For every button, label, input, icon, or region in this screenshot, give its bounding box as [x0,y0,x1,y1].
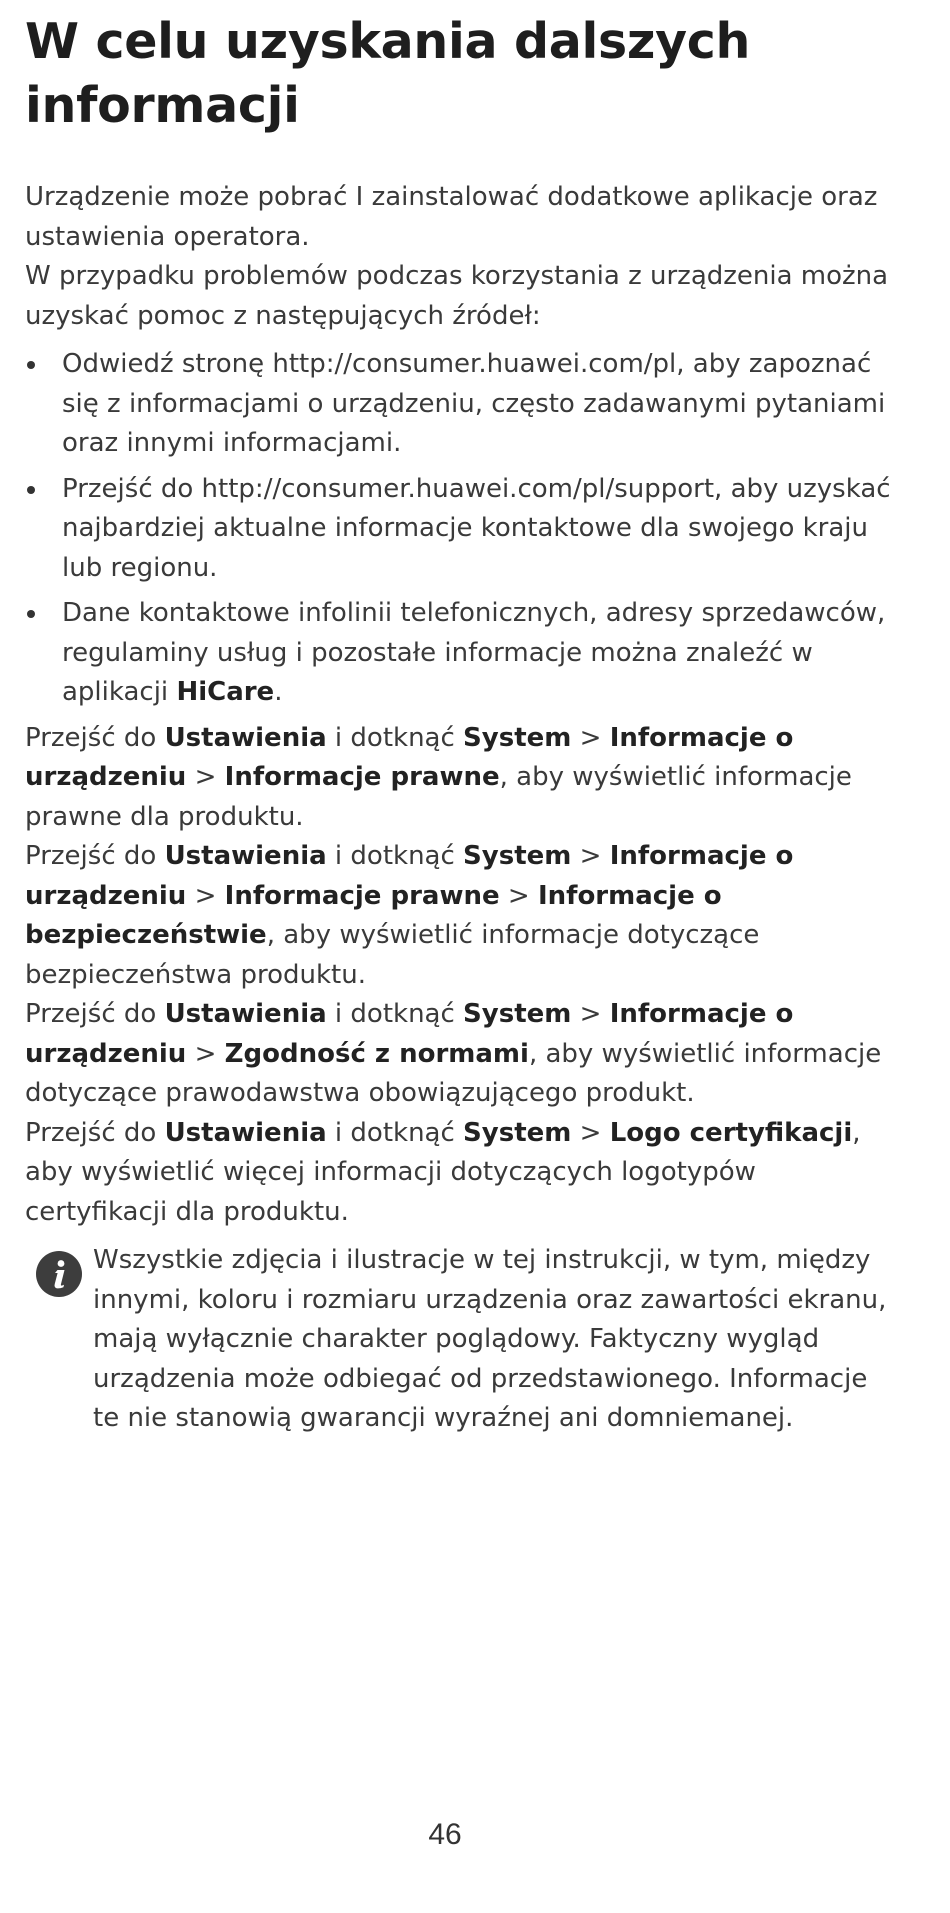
bullet-text: Odwiedź stronę http://consumer.huawei.com/pl, aby zapoznać się z informacjami o urządzeniu, często zadawanymi pytaniami oraz innymi informacjami. [62,349,886,458]
intro-paragraph-2: W przypadku problemów podczas korzystania z urządzenia można uzyskać pomoc z następujących źródeł: [25,261,889,331]
intro-section [25,178,895,336]
page-number: 46 [428,1818,462,1851]
disclaimer-note [25,1241,895,1439]
note-text: Wszystkie zdjęcia i ilustracje w tej instrukcji, w tym, między innymi, koloru i rozmiaru urządzenia oraz zawartości ekranu, mają wyłącznie charakter poglądowy. Faktyczny wygląd urządzenia może odbiegać od przedstawionego. Informacje te nie stanowią gwarancji wyraźnej ani domniemanej. [93,1245,887,1433]
bullet-icon [27,486,35,494]
hicare-app-name: HiCare [176,677,275,707]
bullet-icon [27,610,35,618]
intro-paragraph-1: Urządzenie może pobrać I zainstalować dodatkowe aplikacje oraz ustawienia operatora. [25,182,878,252]
certification-logos-path: Przejść do Ustawienia i dotknąć System > Logo certyfikacji, aby wyświetlić więcej informacji dotyczących logotypów certyfikacji dla produktu. [25,1117,861,1227]
list-item [25,345,895,464]
document-page [25,0,895,1439]
safety-info-path: Przejść do Ustawienia i dotknąć System > Informacje o urządzeniu > Informacje prawne > Informacje o bezpieczeństwie, aby wyświetlić informacje dotyczące bezpieczeństwa produktu. [25,841,794,990]
legal-info-path: Przejść do Ustawienia i dotknąć System > Informacje o urządzeniu > Informacje prawne, aby wyświetlić informacje prawne dla produktu. [25,722,852,832]
page-title: W celu uzyskania dalszych informacji [25,13,751,134]
bullet-text: Dane kontaktowe infolinii telefonicznych, adresy sprzedawców, regulaminy usług i pozostałe informacje można znaleźć w aplikacji HiCare. [62,598,886,707]
bullet-icon [27,361,35,369]
regulatory-info-path: Przejść do Ustawienia i dotknąć System > Informacje o urządzeniu > Zgodność z normami, aby wyświetlić informacje dotyczące prawodawstwa obowiązującego produkt. [25,999,882,1108]
support-sources-list [25,345,895,713]
bullet-text: Przejść do http://consumer.huawei.com/pl/support, aby uzyskać najbardziej aktualne informacje kontaktowe dla swojego kraju lub regionu. [62,473,891,583]
info-icon [36,1251,82,1297]
list-item [25,470,895,589]
list-item [25,594,895,713]
settings-paths [25,719,895,1233]
